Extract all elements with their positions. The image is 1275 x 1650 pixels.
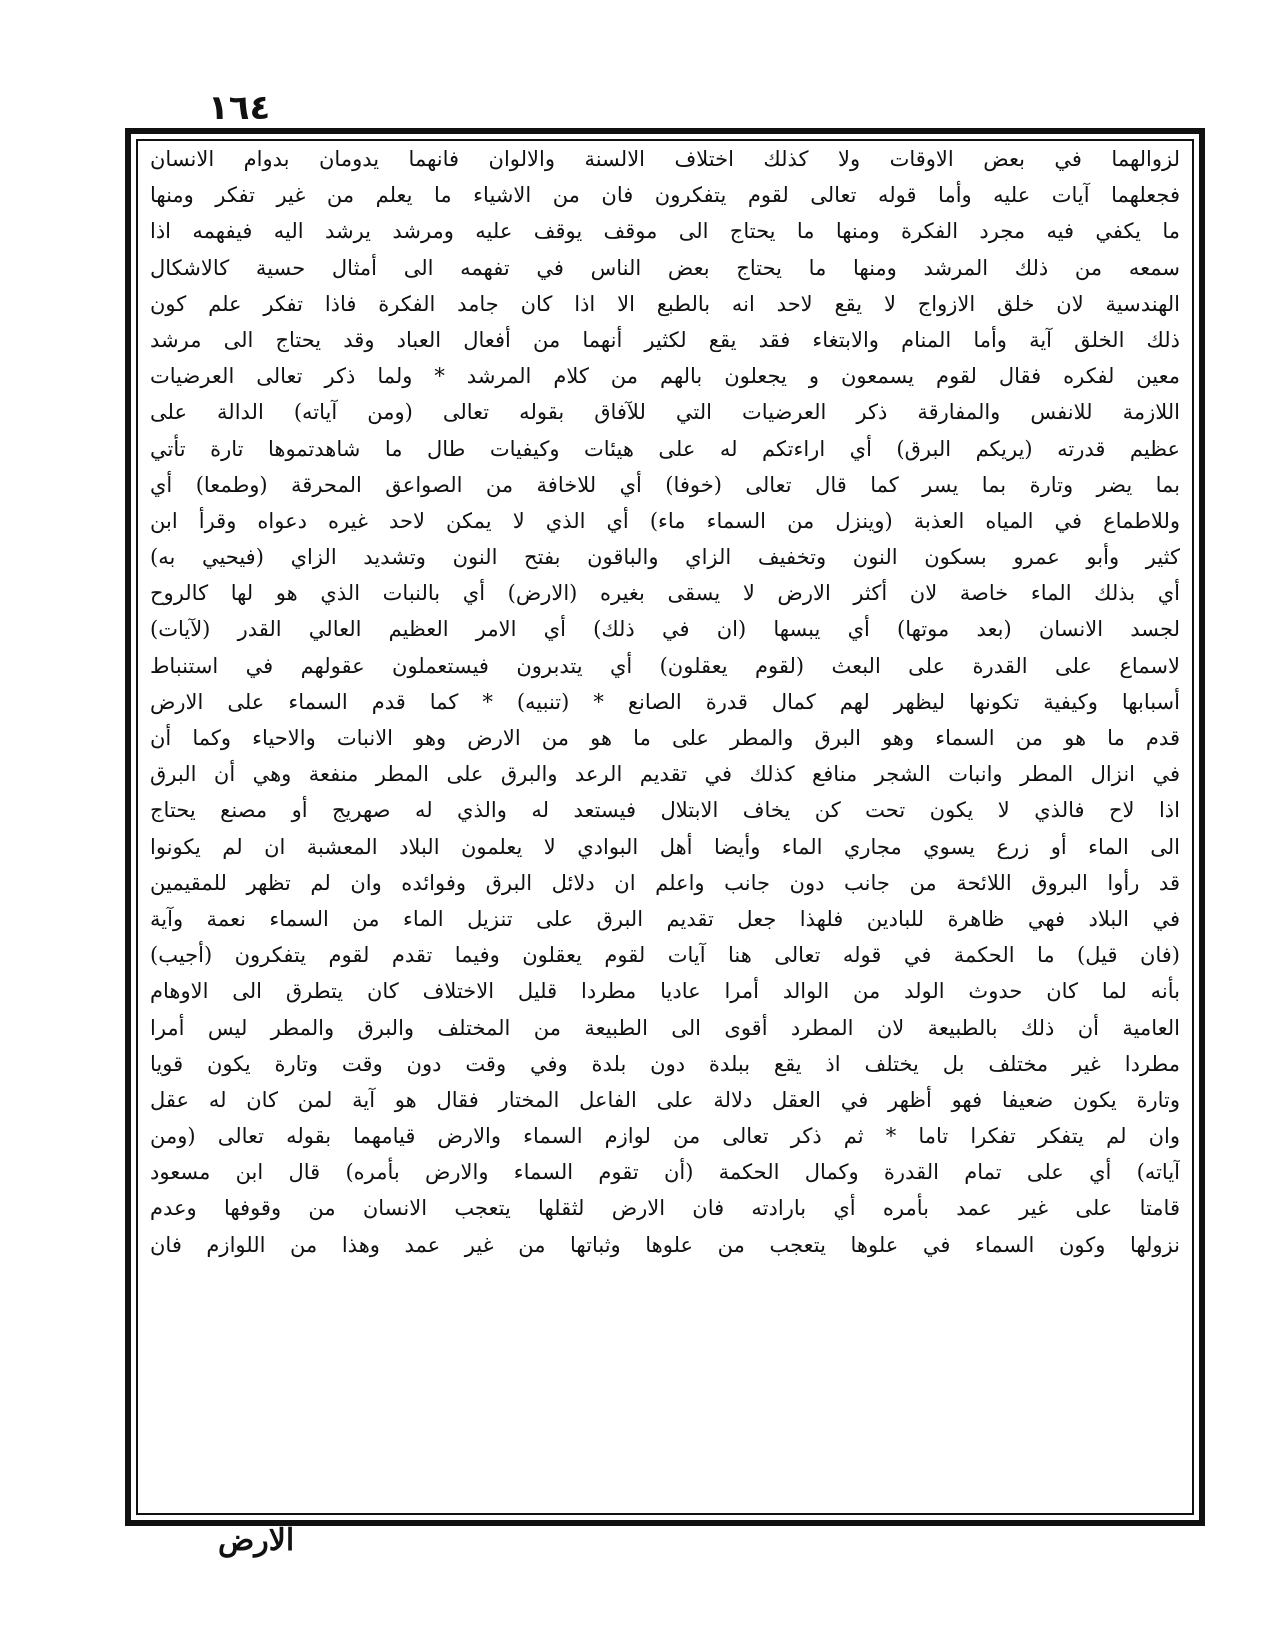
- text-line: لاسماع على القدرة على البعث (لقوم يعقلون) أي يتدبرون فيستعملون عقولهم في استنباط: [150, 653, 1180, 678]
- text-line: اذا لاح فالذي لا يكون تحت كن يخاف الابتلال فيستعد له والذي له صهريج أو مصنع يحتاج: [150, 798, 1180, 823]
- text-line: الى الماء أو زرع يسوي مجاري الماء وأيضا أهل البوادي لا يعلمون البلاد المعشبة ان لم يكونوا: [150, 834, 1180, 859]
- text-line: ما يكفي فيه مجرد الفكرة ومنها ما يحتاج الى موقف يوقف عليه ومرشد يرشد اليه فيفهمه اذا: [150, 219, 1180, 244]
- text-line: نزولها وكون السماء في علوها يتعجب من علوها وثباتها من غير عمد وهذا من اللوازم فان: [150, 1232, 1180, 1257]
- text-line: في البلاد فهي ظاهرة للبادين فلهذا جعل تقديم البرق على تنزيل الماء من السماء نعمة وآية: [150, 906, 1180, 931]
- text-line: كثير وأبو عمرو بسكون النون وتخفيف الزاي والباقون بفتح النون وتشديد الزاي (فيحيي به): [150, 545, 1180, 570]
- text-line: قامتا على غير عمد بأمره أي بارادته فان الارض لثقلها يتعجب الانسان من وقوفها وعدم: [150, 1196, 1180, 1221]
- text-line: قد رأوا البروق اللائحة من جانب دون جانب واعلم ان دلائل البرق وفوائده وان لم تظهر للمقيمين: [150, 870, 1180, 895]
- page-number: ١٦٤: [208, 88, 271, 128]
- text-line: أي بذلك الماء خاصة لان أكثر الارض لا يسقى بغيره (الارض) أي بالنبات الذي هو لها كالروح: [150, 581, 1180, 606]
- text-line: مطردا غير مختلف بل يختلف اذ يقع ببلدة دون بلدة وفي وقت دون وقت وتارة يكون قويا: [150, 1051, 1180, 1076]
- text-line: سمعه من ذلك المرشد ومنها ما يحتاج بعض الناس في تفهمه الى أمثال حسية كالاشكال: [150, 255, 1180, 280]
- text-line: لزوالهما في بعض الاوقات ولا كذلك اختلاف الالسنة والالوان فانهما يدومان بدوام الانسان: [150, 147, 1180, 171]
- text-line: في انزال المطر وانبات الشجر منافع كذلك في تقديم الرعد والبرق على المطر منفعة وهي أن البرق: [150, 762, 1180, 787]
- text-line: آياته) أي على تمام القدرة وكمال الحكمة (أن تقوم السماء والارض بأمره) قال ابن مسعود: [150, 1160, 1180, 1185]
- text-line: معين لفكره فقال لقوم يسمعون و يجعلون بالهم من كلام المرشد * ولما ذكر تعالى العرضيات: [150, 364, 1180, 389]
- text-line: العامية أن ذلك بالطبيعة لان المطرد أقوى الى الطبيعة من المختلف والبرق والمطر ليس أمرا: [150, 1015, 1180, 1040]
- text-line: (فان قيل) ما الحكمة في قوله تعالى هنا آيات لقوم يعقلون وفيما تقدم لقوم يتفكرون (أجيب): [150, 943, 1180, 968]
- catchword: الارض: [218, 1523, 295, 1558]
- text-line: ذلك الخلق آية وأما المنام والابتغاء فقد يقع لكثير أنهما من أفعال العباد وقد يحتاج الى مرشد: [150, 327, 1180, 352]
- text-line: الهندسية لان خلق الازواج لا يقع لاحد انه بالطبع الا اذا كان جامد الفكرة فاذا تفكر علم كون: [150, 291, 1180, 316]
- text-line: فجعلهما آيات عليه وأما قوله تعالى لقوم يتفكرون فان من الاشياء ما يعلم من غير تفكر ومنها: [150, 183, 1180, 208]
- text-line: قدم ما هو من السماء وهو البرق والمطر على ما هو من الارض وهو الانبات والاحياء وكما أن: [150, 726, 1180, 750]
- text-line: بما يضر وتارة بما يسر كما قال تعالى (خوفا) أي للاخافة من الصواعق المحرقة (وطمعا) أي: [150, 472, 1180, 497]
- text-line: وان لم يتفكر تفكرا تاما * ثم ذكر تعالى من لوازم السماء والارض قيامهما بقوله تعالى (ومن: [150, 1124, 1180, 1149]
- text-block: [150, 141, 1180, 1263]
- text-line: بأنه لما كان حدوث الولد من الوالد أمرا عاديا مطردا قليل الاختلاف كان يتطرق الى الاوهام: [150, 979, 1180, 1004]
- text-line: وللاطماع في المياه العذبة (وينزل من السماء ماء) أي الذي لا يمكن لاحد غيره دعواه وقرأ ابن: [150, 508, 1180, 533]
- text-line: أسبابها وكيفية تكونها ليظهر لهم كمال قدرة الصانع * (تنبيه) * كما قدم السماء على الارض: [150, 689, 1180, 714]
- text-line: لجسد الانسان (بعد موتها) أي يبسها (ان في ذلك) أي الامر العظيم العالي القدر (لآيات): [150, 617, 1180, 642]
- text-line: وتارة يكون ضعيفا فهو أظهر في العقل دلالة على الفاعل المختار فقال هو آية لمن كان له عقل: [150, 1087, 1180, 1112]
- text-line: اللازمة للانفس والمفارقة ذكر العرضيات التي للآفاق بقوله تعالى (ومن آياته) الدالة على: [150, 400, 1180, 425]
- text-line: عظيم قدرته (يريكم البرق) أي اراءتكم له على هيئات وكيفيات طال ما شاهدتموها تارة تأتي: [150, 436, 1180, 461]
